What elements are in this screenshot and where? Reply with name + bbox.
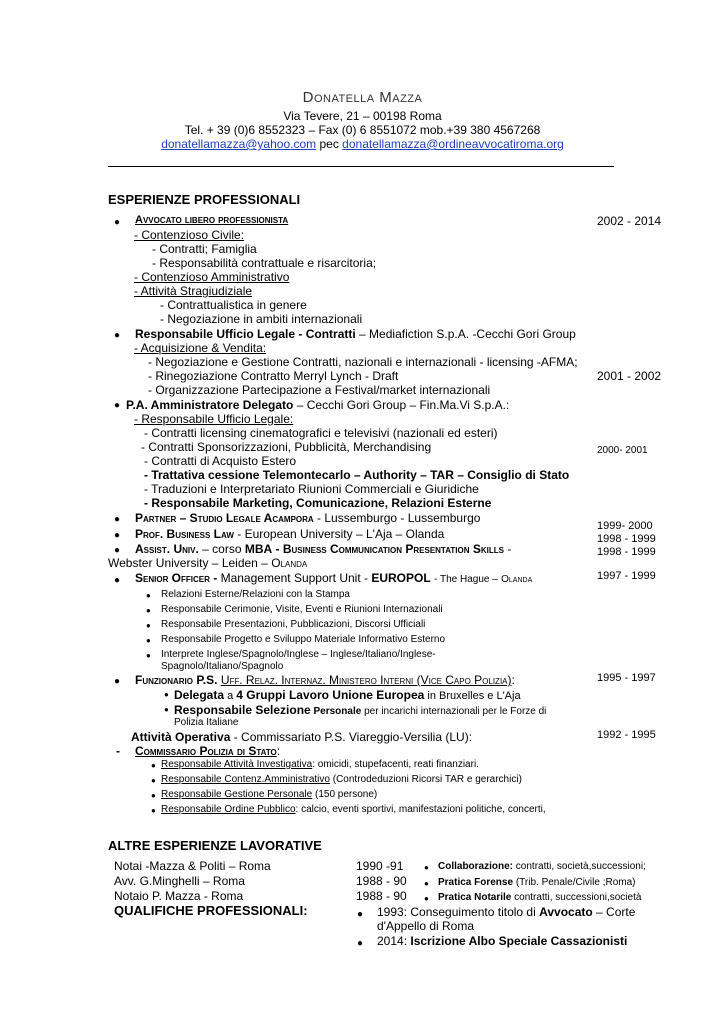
bullet-icon: ● [164,705,169,714]
bullet-icon: ● [114,217,121,228]
bullet-icon: ● [164,690,169,699]
bullet-icon: ● [114,514,121,525]
pa-item: - Contratti di Acquisto Estero [144,454,297,468]
senior-item: Interprete Inglese/Spagnolo/Inglese – Inglese/Italiano/Inglese- [161,649,436,660]
avvocato-title: Avvocato libero professionista [135,214,289,226]
pa-date: 2000- 2001 [597,445,648,456]
phone-fax: Tel. + 39 (0)6 8552323 – Fax (0) 6 8551072 mob.+39 380 4567268 [184,123,541,137]
civile-item: - Contratti; Famiglia [152,242,257,256]
commissario-item: Responsabile Gestione Personale (150 persone) [161,789,378,800]
altre-desc: Pratica Notarile contratti, successioni,società [438,892,642,903]
bullet-icon: ● [424,894,429,903]
altre-name: Avv. G.Minghelli – Roma [114,874,245,888]
senior-heading: Senior Officer - Management Support Unit - EUROPOL - The Hague – Olanda [135,571,533,585]
altre-name: Notai -Mazza & Politi – Roma [114,859,271,873]
attivita-date: 1992 - 1995 [597,729,656,741]
email-link[interactable]: donatellamazza@yahoo.com [161,137,317,151]
mediafiction-item: - Organizzazione Partecipazione a Festival/market internazionali [148,383,491,397]
bullet-icon: ● [114,330,121,341]
header-divider [108,166,614,167]
attivita-stragiudiziale: - Attività Stragiudiziale [134,284,253,298]
contenzioso-civile: - Contenzioso Civile: [134,228,245,242]
senior-item-cont: Spagnolo/Italiano/Spagnolo [161,661,284,672]
qualifica-item: 1993: Conseguimento titolo di Avvocato – Corte [377,905,636,919]
bullet-icon: ● [114,545,121,556]
qualifica-item: 2014: Iscrizione Albo Speciale Cassazionisti [377,934,628,948]
senior-item: Responsabile Cerimonie, Visite, Eventi e Riunioni Internazionali [161,604,443,615]
mediafiction-item: - Negoziazione e Gestione Contratti, nazionali e internazionali - licensing -AFMA; [148,355,578,369]
assist-date: 1998 - 1999 [597,546,656,558]
prof-heading: Prof. Business Law - European University – L'Aja – Olanda [135,527,445,541]
funzionario-item: Responsabile Selezione Personale per incarichi internazionali per le Forze di [174,703,547,717]
section-title-qualifiche: QUALIFICHE PROFESSIONALI: [114,903,308,918]
senior-item: Relazioni Esterne/Relazioni con la Stampa [161,589,350,600]
mediafiction-item: - Rinegoziazione Contratto Merryl Lynch - Draft [148,369,399,383]
bullet-icon: ● [357,938,364,949]
stragiudiziale-item: - Negoziazione in ambiti internazionali [160,312,363,326]
partner-date: 1999- 2000 [597,520,653,532]
altre-date: 1988 - 90 [356,874,407,888]
pa-item: - Contratti licensing cinematografici e televisivi (nazionali ed esteri) [144,426,498,440]
section-title-altre: ALTRE ESPERIENZE LAVORATIVE [108,838,322,853]
bullet-icon: ● [424,863,429,872]
address: Via Tevere, 21 – 00198 Roma [283,109,442,123]
mediafiction-heading: Responsabile Ufficio Legale - Contratti – Mediafiction S.p.A. -Cecchi Gori Group [135,327,576,341]
mediafiction-date: 2001 - 2002 [597,369,662,383]
bullet-icon: ● [114,400,121,411]
bullet-icon: ● [114,676,121,687]
altre-date: 1988 - 90 [356,889,407,903]
bullet-icon: ● [151,776,156,785]
funzionario-item: Delegata a 4 Gruppi Lavoro Unione Europea in Bruxelles e L'Aja [174,688,521,702]
email-line [0,137,725,151]
pec-label: pec [319,137,339,151]
bullet-icon: ● [151,806,156,815]
contenzioso-amministrativo: - Contenzioso Amministrativo [134,270,290,284]
commissario-item: Responsabile Ordine Pubblico: calcio, eventi sportivi, manifestazioni politiche, concerti, [161,804,546,815]
acquisizione-vendita: - Acquisizione & Vendita: [134,341,267,355]
altre-desc: Pratica Forense (Trib. Penale/Civile ;Roma) [438,877,636,888]
funzionario-heading: Funzionario P.S. Uff. Relaz. Internaz. Ministero Interni (Vice Capo Polizia): [135,673,515,687]
commissario-item: Responsabile Contenz.Amministrativo (Controdeduzioni Ricorsi TAR e gerarchici) [161,774,522,785]
qualifica-item-cont: d'Appello di Roma [377,919,475,933]
bullet-icon: ● [151,761,156,770]
attivita-operativa: Attività Operativa - Commissariato P.S. Viareggio-Versilia (LU): [131,730,473,744]
senior-item: Responsabile Progetto e Sviluppo Materiale Informativo Esterno [161,634,446,645]
senior-item: Responsabile Presentazioni, Pubblicazioni, Discorsi Ufficiali [161,619,426,630]
bullet-icon: ● [114,530,121,541]
prof-date: 1998 - 1999 [597,533,656,545]
bullet-icon: ● [146,621,151,630]
funzionario-date: 1995 - 1997 [597,672,656,684]
altre-desc: Collaborazione: contratti, società,successioni; [438,861,646,872]
bullet-icon: ● [114,575,121,586]
bullet-icon: ● [146,651,151,660]
senior-date: 1997 - 1999 [597,570,656,582]
partner-heading: Partner – Studio Legale Acampora - Lussemburgo - Lussemburgo [135,511,481,525]
pa-item: - Responsabile Marketing, Comunicazione, Relazioni Esterne [144,496,492,510]
bullet-icon: ● [146,606,151,615]
bullet-icon: ● [146,636,151,645]
section-title-esperienze: ESPERIENZE PROFESSIONALI [108,192,301,207]
commissario-item: Responsabile Attività Investigativa: omicidi, stupefacenti, reati finanziari. [161,759,479,770]
altre-name: Notaio P. Mazza - Roma [114,889,244,903]
candidate-name: Donatella Mazza [302,89,423,106]
bullet-icon: ● [151,791,156,800]
stragiudiziale-item: - Contrattualistica in genere [160,298,307,312]
pa-item: - Contratti Sponsorizzazioni, Pubblicità, Merchandising [141,440,432,454]
pa-heading: P.A. Amministratore Delegato – Cecchi Gori Group – Fin.Ma.Vi S.p.A.: [126,398,510,412]
pa-item: - Trattativa cessione Telemontecarlo – Authority – TAR – Consiglio di Stato [144,468,570,482]
avvocato-date: 2002 - 2014 [597,214,662,228]
pec-email-link[interactable]: donatellamazza@ordineavvocatiroma.org [342,137,564,151]
assist-line2: Webster University – Leiden – Olanda [108,556,308,570]
funzionario-item-cont: Polizia Italiane [174,717,239,728]
pa-resp: - Responsabile Ufficio Legale: [134,412,294,426]
dash-marker: - [116,744,120,758]
bullet-icon: ● [357,909,364,920]
bullet-icon: ● [424,879,429,888]
assist-heading: Assist. Univ. – corso MBA - Business Communication Presentation Skills - [135,542,512,556]
pa-item: - Traduzioni e Interpretariato Riunioni Commerciali e Giuridiche [144,482,479,496]
altre-date: 1990 -91 [356,859,404,873]
bullet-icon: ● [146,591,151,600]
civile-item: - Responsabilità contrattuale e risarcitoria; [152,256,377,270]
commissario-heading: Commissario Polizia di Stato: [135,744,281,758]
